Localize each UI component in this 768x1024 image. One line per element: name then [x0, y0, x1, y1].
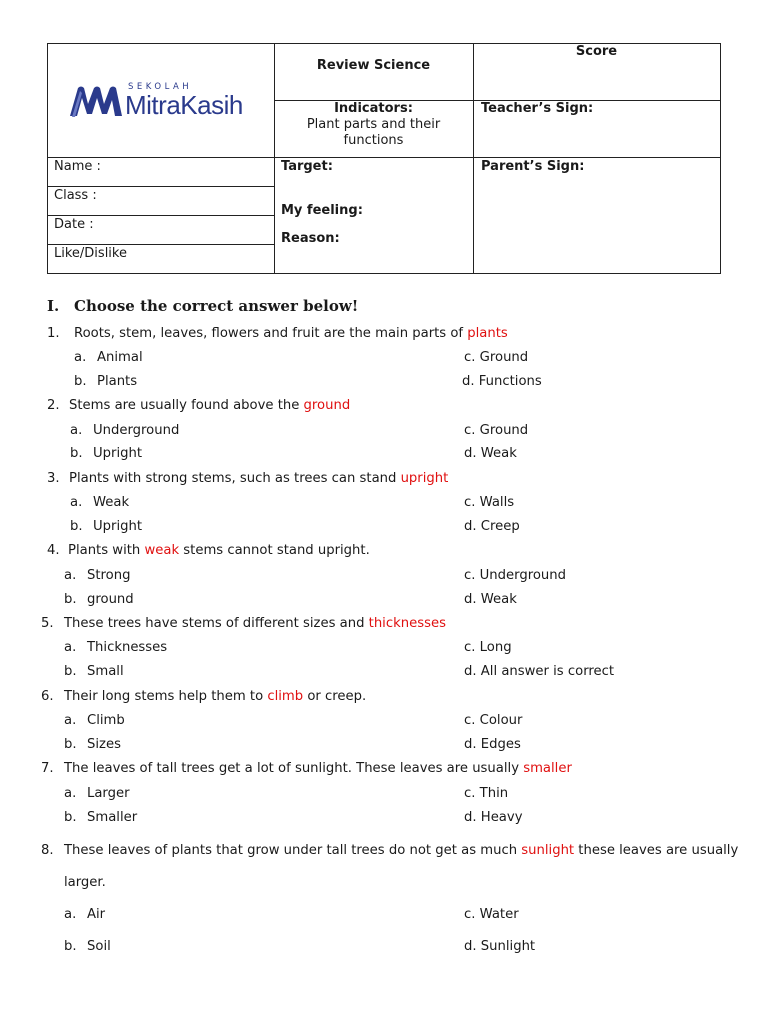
reason-label: Reason: — [281, 231, 340, 246]
class-label: Class : — [54, 188, 97, 203]
option-letter: d. — [464, 519, 477, 534]
option-d[interactable]: Creep — [480, 519, 520, 534]
question-text: Stems are usually found above the — [69, 398, 304, 413]
option-c[interactable]: Long — [479, 640, 512, 655]
score-label: Score — [575, 44, 618, 59]
question-number: 2. — [47, 398, 60, 413]
question-text: Their long stems help them to — [64, 689, 268, 704]
question-text: Plants with — [68, 543, 145, 558]
option-c[interactable]: Ground — [479, 423, 529, 438]
option-letter: d. — [462, 374, 475, 389]
option-letter: c. — [464, 907, 476, 922]
question-text-end: stems cannot stand upright. — [179, 543, 370, 558]
option-a[interactable]: Larger — [87, 786, 130, 801]
option-c[interactable]: Thin — [479, 786, 509, 801]
school-logo — [68, 82, 258, 126]
option-a[interactable]: Strong — [87, 568, 131, 583]
option-a[interactable]: Animal — [97, 350, 143, 365]
option-a[interactable]: Climb — [87, 713, 125, 728]
question-answer: plants — [467, 326, 508, 341]
option-d[interactable]: Edges — [480, 737, 521, 752]
target-label: Target: — [281, 159, 333, 174]
option-letter: c. — [464, 423, 476, 438]
option-d[interactable]: Weak — [480, 592, 517, 607]
option-a[interactable]: Thicknesses — [87, 640, 168, 655]
option-letter: b. — [70, 446, 83, 461]
option-letter: d. — [464, 939, 477, 954]
parent-sign-label: Parent’s Sign: — [481, 159, 585, 174]
question-text-end: or creep. — [303, 689, 367, 704]
question-text: Plants with strong stems, such as trees can stand — [69, 471, 401, 486]
option-d[interactable]: All answer is correct — [480, 664, 615, 679]
option-letter: b. — [64, 939, 77, 954]
option-a[interactable]: Weak — [93, 495, 130, 510]
option-a[interactable]: Air — [87, 907, 106, 922]
option-letter: a. — [64, 907, 77, 922]
option-letter: b. — [64, 664, 77, 679]
question-answer: weak — [144, 543, 180, 558]
question-answer: upright — [400, 471, 449, 486]
option-letter: a. — [70, 423, 83, 438]
option-letter: b. — [64, 592, 77, 607]
mitrakasih-m-icon — [68, 84, 124, 118]
option-letter: a. — [64, 640, 77, 655]
question-number: 4. — [47, 543, 60, 558]
indicators-value-line2: functions — [343, 133, 404, 148]
option-letter: d. — [464, 592, 477, 607]
option-b[interactable]: Sizes — [87, 737, 121, 752]
option-letter: c. — [464, 640, 476, 655]
question-text-continued: larger. — [64, 875, 106, 890]
question-number: 7. — [41, 761, 54, 776]
option-letter: b. — [74, 374, 87, 389]
question-answer: ground — [303, 398, 351, 413]
question-number: 1. — [47, 326, 60, 341]
section-heading — [47, 297, 358, 315]
option-d[interactable]: Heavy — [480, 810, 523, 825]
option-letter: d. — [464, 737, 477, 752]
option-c[interactable]: Colour — [479, 713, 523, 728]
option-b[interactable]: Small — [87, 664, 124, 679]
section-number: I. — [47, 297, 60, 315]
logo-name: MitraKasih — [125, 90, 243, 120]
question-text: These leaves of plants that grow under tall trees do not get as much — [64, 843, 522, 858]
option-letter: b. — [64, 737, 77, 752]
option-letter: a. — [70, 495, 83, 510]
logo-small-text: SEKOLAH — [128, 82, 193, 92]
section-title: Choose the correct answer below! — [74, 297, 359, 315]
option-letter: a. — [64, 713, 77, 728]
like-dislike-label: Like/Dislike — [54, 246, 127, 261]
option-a[interactable]: Underground — [93, 423, 180, 438]
question-answer: sunlight — [521, 843, 575, 858]
question-number: 6. — [41, 689, 54, 704]
option-b[interactable]: Smaller — [87, 810, 138, 825]
option-letter: d. — [464, 810, 477, 825]
option-d[interactable]: Weak — [480, 446, 517, 461]
teacher-sign-label: Teacher’s Sign: — [481, 101, 594, 116]
option-c[interactable]: Underground — [479, 568, 566, 583]
option-c[interactable]: Water — [479, 907, 519, 922]
question-answer: climb — [267, 689, 304, 704]
option-letter: d. — [464, 446, 477, 461]
header-table — [47, 43, 721, 274]
review-title: Review Science — [316, 58, 431, 73]
question-text: These trees have stems of different sizes and — [64, 616, 369, 631]
question-text-end: these leaves are usually — [574, 843, 739, 858]
feeling-label: My feeling: — [281, 203, 363, 218]
option-letter: b. — [64, 810, 77, 825]
option-letter: c. — [464, 713, 476, 728]
question-text: Roots, stem, leaves, flowers and fruit are the main parts of — [74, 326, 468, 341]
question-answer: smaller — [523, 761, 572, 776]
question-number: 5. — [41, 616, 54, 631]
option-letter: b. — [70, 519, 83, 534]
option-b[interactable]: ground — [87, 592, 134, 607]
name-label: Name : — [54, 159, 101, 174]
option-c[interactable]: Walls — [479, 495, 515, 510]
option-b[interactable]: Soil — [87, 939, 111, 954]
option-letter: a. — [74, 350, 87, 365]
option-letter: d. — [464, 664, 477, 679]
option-letter: c. — [464, 350, 476, 365]
indicators-label: Indicators: — [334, 101, 413, 116]
option-letter: a. — [64, 786, 77, 801]
option-letter: c. — [464, 786, 476, 801]
option-letter: c. — [464, 495, 476, 510]
option-c[interactable]: Ground — [479, 350, 529, 365]
option-b[interactable]: Plants — [97, 374, 138, 389]
date-label: Date : — [54, 217, 94, 232]
option-d[interactable]: Functions — [478, 374, 542, 389]
option-b[interactable]: Upright — [93, 446, 143, 461]
question-number: 8. — [41, 843, 54, 858]
option-b[interactable]: Upright — [93, 519, 143, 534]
question-text: The leaves of tall trees get a lot of sunlight. These leaves are usually — [64, 761, 524, 776]
indicators-value-line1: Plant parts and their — [306, 117, 441, 132]
question-answer: thicknesses — [368, 616, 446, 631]
option-d[interactable]: Sunlight — [480, 939, 536, 954]
option-letter: a. — [64, 568, 77, 583]
question-number: 3. — [47, 471, 60, 486]
option-letter: c. — [464, 568, 476, 583]
